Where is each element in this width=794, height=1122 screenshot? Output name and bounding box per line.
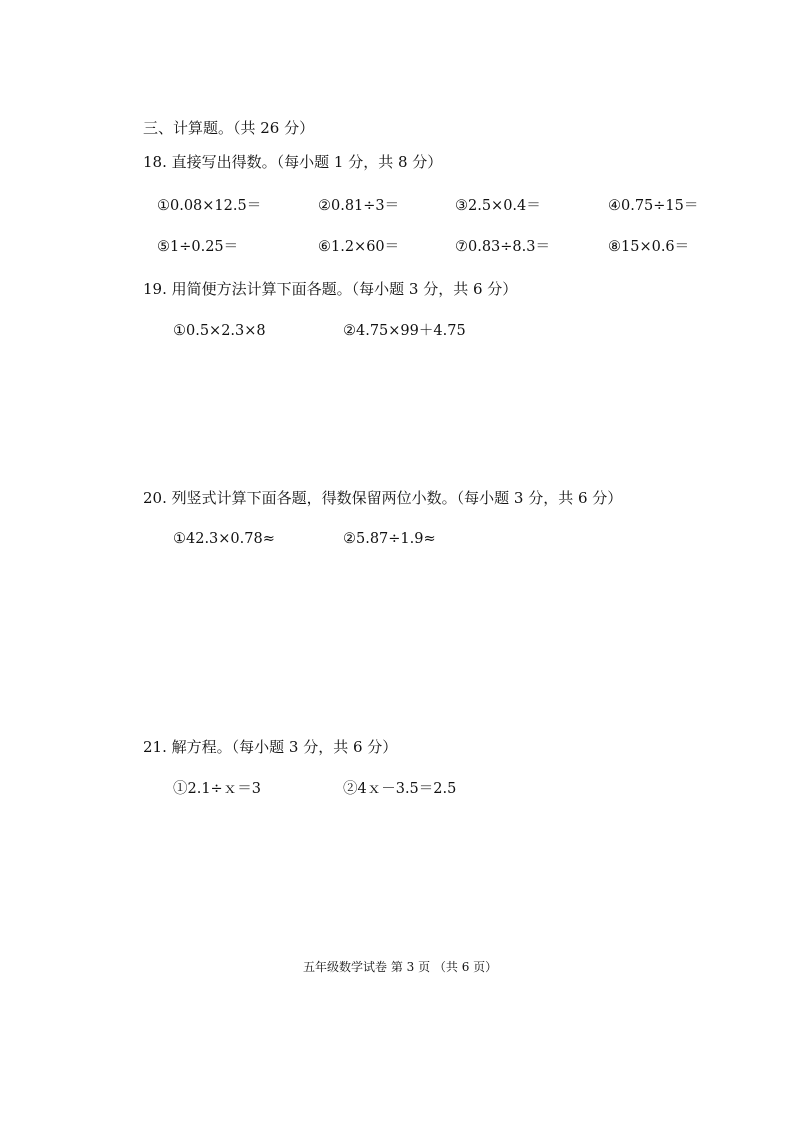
question-18-item-2: ②0.81÷3＝ — [318, 198, 400, 214]
question-21-item-1: ①2.1÷ｘ＝3 — [173, 781, 261, 797]
question-20-title: 20. 列竖式计算下面各题，得数保留两位小数。（每小题 3 分，共 6 分） — [143, 489, 623, 507]
question-18-item-4: ④0.75÷15＝ — [608, 198, 699, 214]
question-21-item-2: ②4ｘ－3.5＝2.5 — [343, 781, 457, 797]
question-20-item-1: ①42.3×0.78≈ — [173, 531, 275, 547]
question-20-item-2: ②5.87÷1.9≈ — [343, 531, 436, 547]
question-18-title: 18. 直接写出得数。（每小题 1 分，共 8 分） — [143, 153, 443, 171]
question-18-item-5: ⑤1÷0.25＝ — [157, 239, 239, 255]
question-21-title: 21. 解方程。（每小题 3 分，共 6 分） — [143, 738, 398, 756]
question-18-item-1: ①0.08×12.5＝ — [157, 198, 262, 214]
question-18-item-7: ⑦0.83÷8.3＝ — [455, 239, 550, 255]
question-19-item-1: ①0.5×2.3×8 — [173, 323, 266, 339]
section-title: 三、计算题。（共 26 分） — [143, 119, 315, 137]
question-19-item-2: ②4.75×99＋4.75 — [343, 323, 466, 339]
page-footer: 五年级数学试卷 第 3 页 （共 6 页） — [303, 960, 498, 974]
question-19-title: 19. 用简便方法计算下面各题。（每小题 3 分，共 6 分） — [143, 280, 518, 298]
question-18-item-6: ⑥1.2×60＝ — [318, 239, 400, 255]
question-18-item-8: ⑧15×0.6＝ — [608, 239, 690, 255]
question-18-item-3: ③2.5×0.4＝ — [455, 198, 541, 214]
